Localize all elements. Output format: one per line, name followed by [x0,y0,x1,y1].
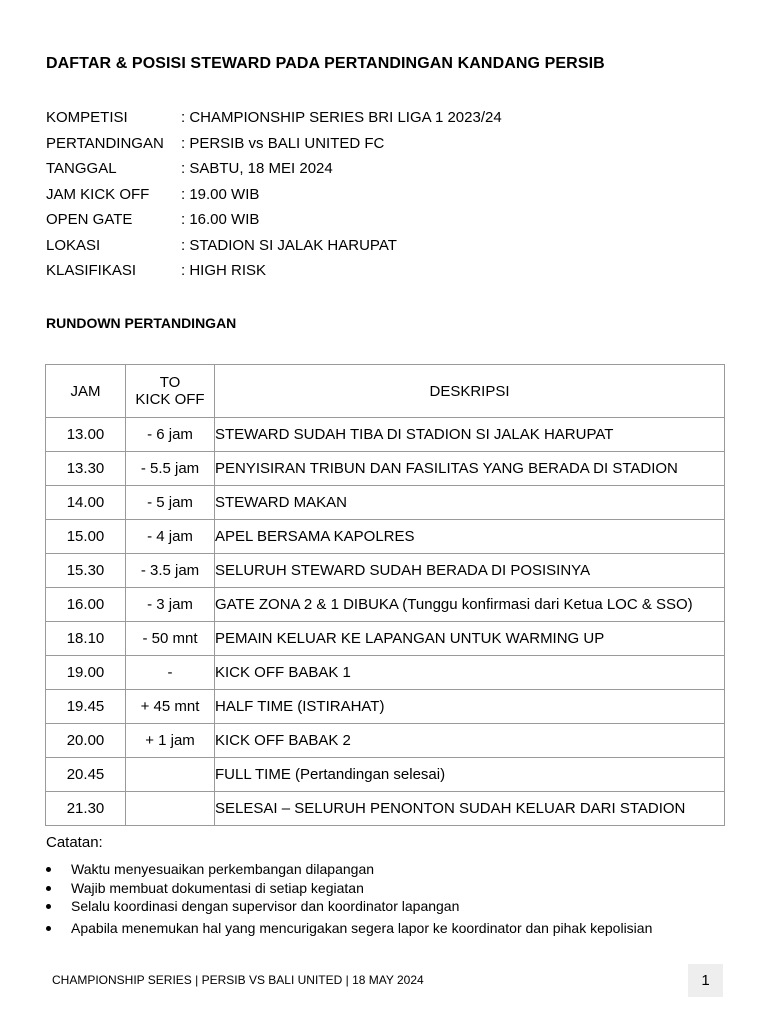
info-label: KLASIFIKASI [46,262,137,280]
cell-description: APEL BERSAMA KAPOLRES [215,520,725,554]
table-row [46,520,725,554]
table-row [46,724,725,758]
info-value: : 16.00 WIB [181,211,260,229]
note-item: Apabila menemukan hal yang mencurigakan segera lapor ke koordinator dan pihak kepolisian [46,919,652,938]
cell-description: PEMAIN KELUAR KE LAPANGAN UNTUK WARMING UP [215,622,725,656]
info-label: JAM KICK OFF [46,185,150,203]
cell-description: KICK OFF BABAK 1 [215,656,725,690]
table-row [46,622,725,656]
cell-offset: - 4 jam [126,520,215,554]
header-to-kickoff [126,365,215,418]
info-value: : 19.00 WIB [181,185,260,203]
cell-offset [126,792,215,826]
rundown-table [45,364,725,826]
cell-offset: - 3 jam [126,588,215,622]
header-description: DESKRIPSI [215,365,725,418]
note-item: Selalu koordinasi dengan supervisor dan koordinator lapangan [46,897,652,916]
table-row [46,418,725,452]
cell-offset: + 1 jam [126,724,215,758]
rundown-heading: RUNDOWN PERTANDINGAN [46,315,237,331]
note-item: Waktu menyesuaikan perkembangan dilapangan [46,860,652,879]
info-row-date [46,156,502,182]
cell-time: 21.30 [46,792,126,826]
table-row [46,690,725,724]
table-row [46,758,725,792]
header-to-kickoff-line1: TO [159,374,181,391]
cell-time: 15.00 [46,520,126,554]
cell-time: 13.30 [46,452,126,486]
info-label: OPEN GATE [46,211,133,229]
cell-offset: + 45 mnt [126,690,215,724]
cell-offset: - 5 jam [126,486,215,520]
page-footer: CHAMPIONSHIP SERIES | PERSIB VS BALI UNITED | 18 MAY 2024 [52,973,424,987]
cell-description: STEWARD SUDAH TIBA DI STADION SI JALAK HARUPAT [215,418,725,452]
cell-description: STEWARD MAKAN [215,486,725,520]
info-row-location [46,233,502,259]
cell-offset: - [126,656,215,690]
table-row [46,554,725,588]
cell-offset: - 5.5 jam [126,452,215,486]
cell-description: KICK OFF BABAK 2 [215,724,725,758]
info-value: : STADION SI JALAK HARUPAT [181,236,397,254]
note-item: Wajib membuat dokumentasi di setiap kegiatan [46,879,652,898]
cell-description: GATE ZONA 2 & 1 DIBUKA (Tunggu konfirmasi dari Ketua LOC & SSO) [215,588,725,622]
info-label: LOKASI [46,236,101,254]
info-label: TANGGAL [46,160,117,178]
cell-description: HALF TIME (ISTIRAHAT) [215,690,725,724]
cell-description: SELURUH STEWARD SUDAH BERADA DI POSISINYA [215,554,725,588]
info-label: KOMPETISI [46,109,128,127]
cell-description: SELESAI – SELURUH PENONTON SUDAH KELUAR DARI STADION [215,792,725,826]
info-value: : PERSIB vs BALI UNITED FC [181,134,385,152]
info-row-match [46,131,502,157]
table-header-row [46,365,725,418]
info-value: : CHAMPIONSHIP SERIES BRI LIGA 1 2023/24 [181,109,502,127]
info-row-classification [46,258,502,284]
info-label: PERTANDINGAN [46,134,164,152]
cell-description: PENYISIRAN TRIBUN DAN FASILITAS YANG BERADA DI STADION [215,452,725,486]
info-row-kickoff [46,182,502,208]
header-to-kickoff-line2: KICK OFF [135,391,205,408]
cell-time: 19.00 [46,656,126,690]
page-number: 1 [688,964,723,997]
cell-time: 19.45 [46,690,126,724]
notes-label: Catatan: [46,834,103,851]
table-row [46,656,725,690]
document-title: DAFTAR & POSISI STEWARD PADA PERTANDINGAN KANDANG PERSIB [46,55,605,72]
cell-time: 20.45 [46,758,126,792]
cell-offset: - 6 jam [126,418,215,452]
table-row [46,792,725,826]
info-value: : HIGH RISK [181,262,267,280]
info-value: : SABTU, 18 MEI 2024 [181,160,333,178]
cell-offset: - 50 mnt [126,622,215,656]
cell-description: FULL TIME (Pertandingan selesai) [215,758,725,792]
info-row-open-gate [46,207,502,233]
match-info [46,105,502,284]
cell-time: 16.00 [46,588,126,622]
cell-offset [126,758,215,792]
info-row-competition [46,105,502,131]
cell-time: 14.00 [46,486,126,520]
cell-time: 13.00 [46,418,126,452]
cell-time: 18.10 [46,622,126,656]
table-row [46,588,725,622]
header-time: JAM [46,365,126,418]
cell-offset: - 3.5 jam [126,554,215,588]
cell-time: 15.30 [46,554,126,588]
table-row [46,486,725,520]
cell-time: 20.00 [46,724,126,758]
table-row [46,452,725,486]
notes-list [46,860,652,937]
